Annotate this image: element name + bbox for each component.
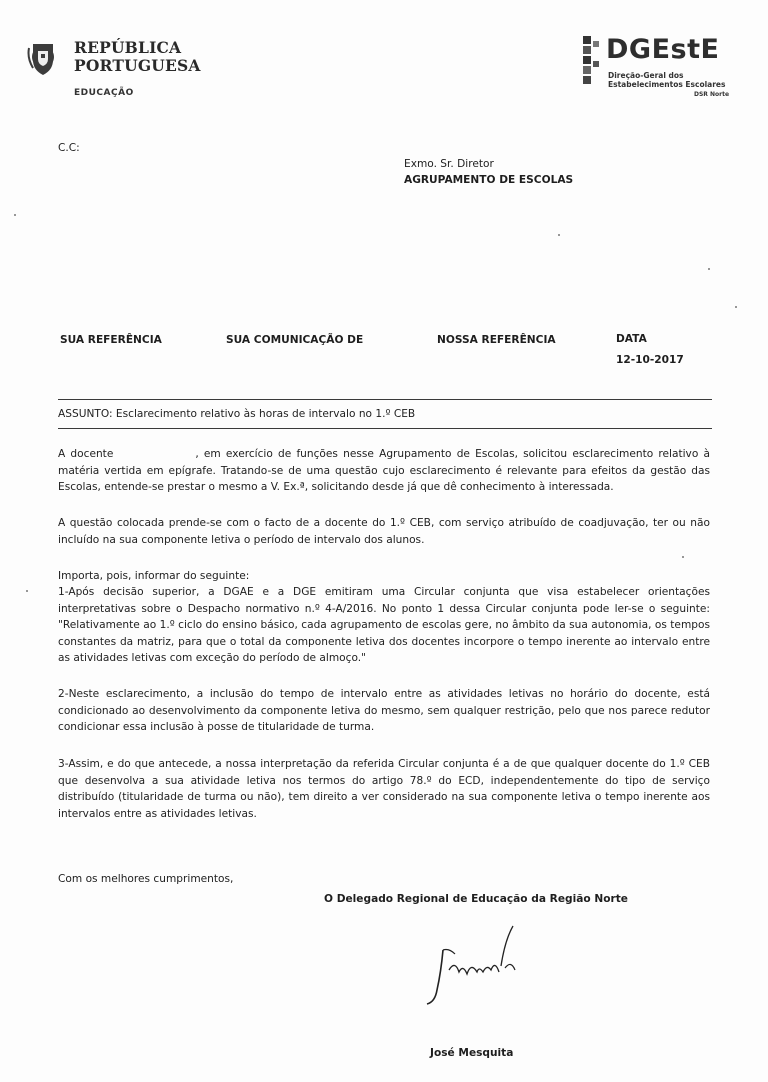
agency-region: DSR Norte <box>694 91 730 98</box>
signatory-name: José Mesquita <box>430 1047 514 1059</box>
agency-full-name <box>608 71 738 89</box>
cc-label: C.C: <box>58 142 80 154</box>
scan-speck <box>682 556 684 558</box>
republic-line-1: REPÚBLICA <box>74 38 182 57</box>
handwritten-signature <box>415 920 525 1010</box>
republic-name <box>74 39 201 75</box>
paragraph-intro <box>58 446 710 496</box>
paragraph-point-1: 1-Após decisão superior, a DGAE e a DGE emitiram uma Circular conjunta que visa estabelecer orientações interpretativas sobre o Despacho normativo n.º 4-A/2016. No ponto 1 dessa Circular conjunta pode ler-se o seguinte: "Relativamente ao 1.º ciclo do ensino básico, cada agrupamento de escolas gere, no âmbito da sua autonomia, os tempos constantes da matriz, para que o total da componente letiva dos docentes incorpore o tempo inerente ao intervalo entre as atividades letivas com exceção do período de almoço." <box>58 586 710 665</box>
signatory-title: O Delegado Regional de Educação da Região Norte <box>324 893 628 905</box>
coat-of-arms-icon <box>27 38 61 78</box>
agency-logo-text: DGEstE <box>606 34 720 65</box>
paragraph-question: A questão colocada prende-se com o facto de a docente do 1.º CEB, com serviço atribuído de coadjuvação, ter ou não incluído na sua componente letiva o período de intervalo dos alunos. <box>58 517 710 546</box>
scan-speck <box>14 214 16 216</box>
date-label: DATA <box>616 333 647 345</box>
republic-line-2: PORTUGUESA <box>74 56 201 75</box>
your-reference-label: SUA REFERÊNCIA <box>60 334 162 346</box>
scan-speck <box>26 590 28 592</box>
our-reference-label: NOSSA REFERÊNCIA <box>437 334 556 346</box>
paragraph-point-3: 3-Assim, e do que antecede, a nossa interpretação da referida Circular conjunta é a de que qualquer docente do 1.º CEB que desenvolva a sua atividade letiva nos termos do artigo 78.º do ECD, independentemente do tipo de serviço distribuído (titularidade de turma ou não), tem direito a ver considerado na sua componente letiva o tempo inerente aos intervalos entre as atividades letivas. <box>58 758 710 820</box>
scan-speck <box>558 234 560 236</box>
closing-line: Com os melhores cumprimentos, <box>58 873 234 885</box>
subject-line: ASSUNTO: Esclarecimento relativo às horas de intervalo no 1.º CEB <box>58 408 416 420</box>
subject-top-rule <box>58 399 712 400</box>
subject-bottom-rule <box>58 428 712 429</box>
scan-speck <box>708 268 710 270</box>
ministry-label: EDUCAÇÃO <box>74 88 134 98</box>
agency-line-2: Estabelecimentos Escolares <box>608 80 726 89</box>
date-value: 12-10-2017 <box>616 354 684 366</box>
recipient-salutation: Exmo. Sr. Diretor <box>404 158 494 170</box>
recipient-organization: AGRUPAMENTO DE ESCOLAS <box>404 174 574 186</box>
scan-speck <box>735 306 737 308</box>
agency-line-1: Direção-Geral dos <box>608 71 684 80</box>
your-communication-label: SUA COMUNICAÇÃO DE <box>226 334 364 346</box>
paragraph-inform-intro: Importa, pois, informar do seguinte: <box>58 570 250 582</box>
paragraph-intro-rest: , em exercício de funções nesse Agrupamento de Escolas, solicitou esclarecimento relativo à matéria vertida em epígrafe. Tratando-se de uma questão cujo esclarecimento é relevante para efeitos da gestão das Escolas, entende-se prestar o mesmo a V. Ex.ª, solicitando desde já que dê conhecimento à interessada. <box>58 448 710 494</box>
paragraph-point-2: 2-Neste esclarecimento, a inclusão do tempo de intervalo entre as atividades letivas no horário do docente, está condicionado ao desenvolvimento da componente letiva do mesmo, sem qualquer restrição, pelo que nos parece redutor condicionar essa inclusão à posse de titularidade de turma. <box>58 688 710 734</box>
paragraph-intro-start: A docente <box>58 448 114 460</box>
